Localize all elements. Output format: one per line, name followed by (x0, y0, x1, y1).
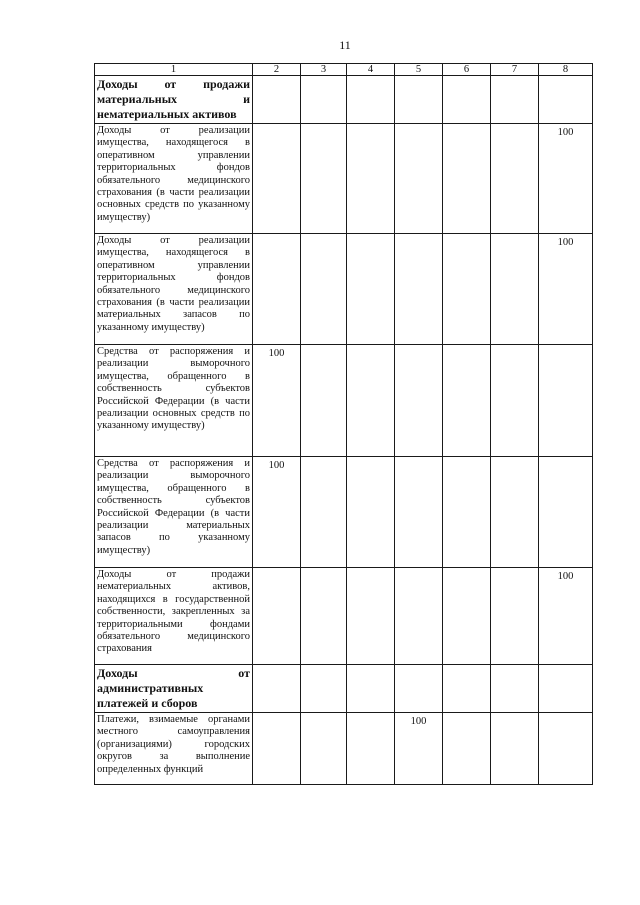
value-cell-col-3 (301, 457, 347, 568)
table-row (95, 234, 593, 345)
value-cell-col-2 (253, 124, 301, 234)
table-row (95, 124, 593, 234)
table-row (95, 76, 593, 124)
value-cell-col-7 (491, 457, 539, 568)
value-cell-col-6 (443, 124, 491, 234)
value-cell-col-2 (253, 713, 301, 785)
value-cell-col-7 (491, 713, 539, 785)
value-cell-col-8 (539, 713, 593, 785)
value-cell-col-4 (347, 124, 395, 234)
value-cell-col-4 (347, 76, 395, 124)
value-cell-col-7 (491, 124, 539, 234)
page-number: 11 (339, 38, 351, 52)
table-row (95, 713, 593, 785)
value-cell-col-4 (347, 345, 395, 457)
value-cell-col-6 (443, 76, 491, 124)
value-cell-col-3 (301, 345, 347, 457)
column-header: 2 (253, 64, 301, 76)
table-row (95, 457, 593, 568)
column-header: 4 (347, 64, 395, 76)
revenue-name-cell: Средства от распоряжения и реализации выморочного имущества, обращенного в собственность субъектов Российской Федерации (в части реализации материальных запасов по указанному имуществу) (95, 457, 253, 568)
value-cell-col-5 (395, 76, 443, 124)
value-cell-col-2 (253, 568, 301, 665)
value-cell-col-5 (395, 345, 443, 457)
revenue-name-cell: Платежи, взимаемые органами местного самоуправления (организациями) городских округов за выполнение определенных функций (95, 713, 253, 785)
value-cell-col-5 (395, 457, 443, 568)
value-cell-col-7 (491, 234, 539, 345)
revenue-name-cell: Доходы от реализации имущества, находящегося в оперативном управлении территориальных фондов обязательного медицинского страхования (в части реализации основных средств по указанному имуществу) (95, 124, 253, 234)
value-cell-col-4 (347, 568, 395, 665)
value-cell-col-3 (301, 124, 347, 234)
value-cell-col-8: 100 (539, 568, 593, 665)
value-cell-col-8 (539, 345, 593, 457)
value-cell-col-2 (253, 665, 301, 713)
value-cell-col-6 (443, 713, 491, 785)
value-cell-col-2: 100 (253, 345, 301, 457)
value-cell-col-3 (301, 234, 347, 345)
value-cell-col-6 (443, 665, 491, 713)
value-cell-col-4 (347, 234, 395, 345)
value-cell-col-5 (395, 665, 443, 713)
table-row (95, 665, 593, 713)
value-cell-col-2 (253, 76, 301, 124)
value-cell-col-5 (395, 234, 443, 345)
value-cell-col-8 (539, 457, 593, 568)
value-cell-col-5 (395, 124, 443, 234)
value-cell-col-3 (301, 76, 347, 124)
value-cell-col-8 (539, 76, 593, 124)
column-header: 6 (443, 64, 491, 76)
value-cell-col-5 (395, 568, 443, 665)
value-cell-col-8: 100 (539, 234, 593, 345)
value-cell-col-4 (347, 457, 395, 568)
value-cell-col-7 (491, 665, 539, 713)
value-cell-col-8 (539, 665, 593, 713)
table-row (95, 345, 593, 457)
column-header: 3 (301, 64, 347, 76)
table-row (95, 568, 593, 665)
value-cell-col-6 (443, 234, 491, 345)
value-cell-col-5: 100 (395, 713, 443, 785)
section-heading-cell: Доходы от административных платежей и сборов (95, 665, 253, 713)
revenue-name-cell: Доходы от продажи нематериальных активов, находящихся в государственной собственности, закрепленных за территориальными фондами обязательного медицинского страхования (95, 568, 253, 665)
value-cell-col-6 (443, 345, 491, 457)
column-header: 7 (491, 64, 539, 76)
revenue-name-cell: Средства от распоряжения и реализации выморочного имущества, обращенного в собственность субъектов Российской Федерации (в части реализации основных средств по указанному имуществу) (95, 345, 253, 457)
value-cell-col-6 (443, 568, 491, 665)
section-heading-cell: Доходы от продажи материальных и нематериальных активов (95, 76, 253, 124)
revenue-name-cell: Доходы от реализации имущества, находящегося в оперативном управлении территориальных фондов обязательного медицинского страхования (в части реализации материальных запасов по указанному имуществу) (95, 234, 253, 345)
value-cell-col-7 (491, 76, 539, 124)
column-header: 5 (395, 64, 443, 76)
value-cell-col-7 (491, 568, 539, 665)
column-header: 1 (95, 64, 253, 76)
value-cell-col-3 (301, 568, 347, 665)
value-cell-col-6 (443, 457, 491, 568)
value-cell-col-3 (301, 713, 347, 785)
table-header-row (95, 64, 593, 76)
value-cell-col-4 (347, 665, 395, 713)
column-header: 8 (539, 64, 593, 76)
value-cell-col-2: 100 (253, 457, 301, 568)
value-cell-col-4 (347, 713, 395, 785)
value-cell-col-3 (301, 665, 347, 713)
value-cell-col-7 (491, 345, 539, 457)
budget-revenue-table (94, 63, 593, 785)
value-cell-col-2 (253, 234, 301, 345)
value-cell-col-8: 100 (539, 124, 593, 234)
